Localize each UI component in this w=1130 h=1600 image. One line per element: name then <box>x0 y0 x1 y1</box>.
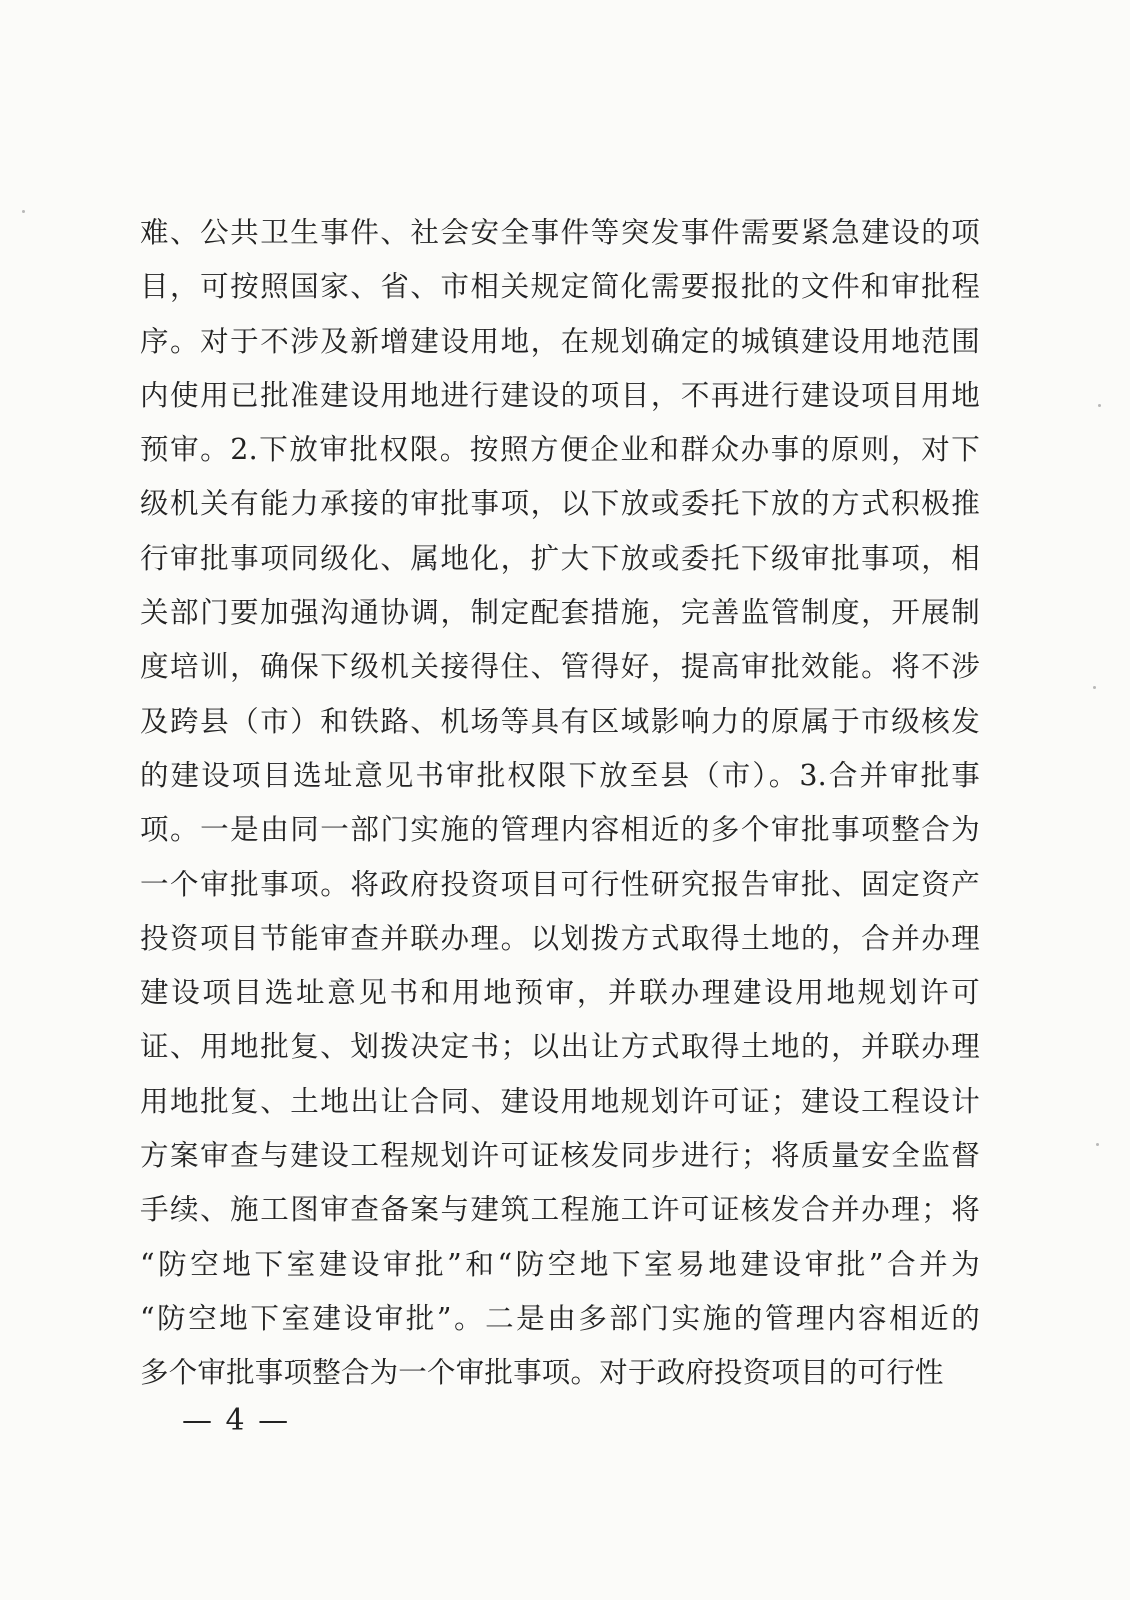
text-line: “防空地下室建设审批”。二是由多部门实施的管理内容相近的 <box>140 1301 980 1335</box>
text-line: 的建设项目选址意见书审批权限下放至县（市）。3.合并审批事 <box>140 758 980 792</box>
scan-speck <box>1093 686 1096 689</box>
text-line: 度培训，确保下级机关接得住、管得好，提高审批效能。将不涉 <box>140 650 980 684</box>
text-line: 序。对于不涉及新增建设用地，在规划确定的城镇建设用地范围 <box>140 324 980 358</box>
text-line: 建设项目选址意见书和用地预审，并联办理建设用地规划许可 <box>140 976 980 1010</box>
text-line: 内使用已批准建设用地进行建设的项目，不再进行建设项目用地 <box>140 378 980 412</box>
text-line: 多个审批事项整合为一个审批事项。对于政府投资项目的可行性 <box>140 1356 944 1390</box>
text-line: 难、公共卫生事件、社会安全事件等突发事件需要紧急建设的项 <box>140 216 980 249</box>
text-line: 项。一是由同一部门实施的管理内容相近的多个审批事项整合为 <box>140 813 980 847</box>
page-number: — 4 — <box>182 1403 291 1438</box>
text-line: 行审批事项同级化、属地化，扩大下放或委托下级审批事项，相 <box>140 541 980 575</box>
text-line: 级机关有能力承接的审批事项，以下放或委托下放的方式积极推 <box>140 487 980 521</box>
text-line: “防空地下室建设审批”和“防空地下室易地建设审批”合并为 <box>140 1247 980 1281</box>
scan-speck <box>22 210 25 213</box>
text-line: 投资项目节能审查并联办理。以划拨方式取得土地的，合并办理 <box>140 921 980 955</box>
text-line: 手续、施工图审查备案与建筑工程施工许可证核发合并办理；将 <box>140 1193 980 1227</box>
text-line: 一个审批事项。将政府投资项目可行性研究报告审批、固定资产 <box>140 867 980 901</box>
text-line: 证、用地批复、划拨决定书；以出让方式取得土地的，并联办理 <box>140 1030 980 1064</box>
scan-speck <box>1098 404 1101 407</box>
scan-speck <box>1096 1143 1099 1146</box>
text-line: 预审。2.下放审批权限。按照方便企业和群众办事的原则，对下 <box>140 433 980 467</box>
text-line: 方案审查与建设工程规划许可证核发同步进行；将质量安全监督 <box>140 1139 980 1173</box>
body-text <box>140 206 980 1401</box>
text-line: 关部门要加强沟通协调，制定配套措施，完善监管制度，开展制 <box>140 596 980 630</box>
text-line: 目，可按照国家、省、市相关规定简化需要报批的文件和审批程 <box>140 270 980 304</box>
text-line: 及跨县（市）和铁路、机场等具有区域影响力的原属于市级核发 <box>140 704 980 738</box>
text-line: 用地批复、土地出让合同、建设用地规划许可证；建设工程设计 <box>140 1084 980 1118</box>
